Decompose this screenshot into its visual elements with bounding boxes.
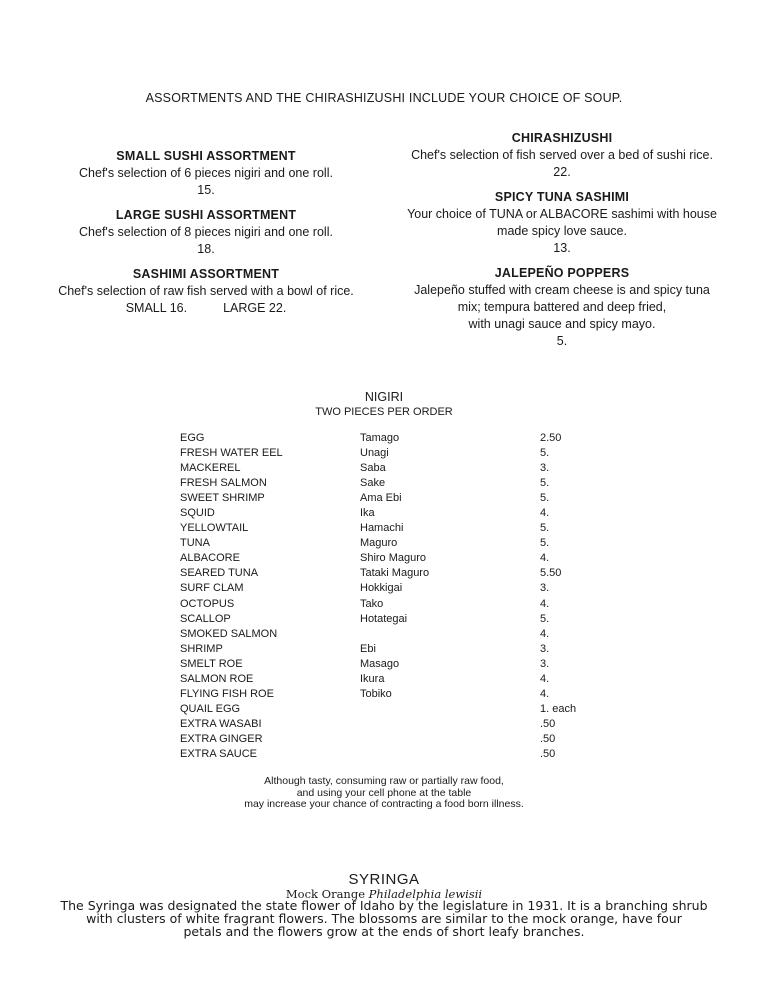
item-description: Chef's selection of 6 pieces nigiri and one roll. — [79, 166, 333, 180]
warning-line: Although tasty, consuming raw or partially raw food, — [264, 775, 504, 787]
item-description: Your choice of TUNA or ALBACORE sashimi with house — [407, 207, 717, 221]
item-title: SASHIMI ASSORTMENT — [132, 267, 280, 281]
nigiri-price: 5. — [540, 492, 550, 505]
menu-item-chirashizushi — [392, 130, 732, 181]
menu-item-small-sushi-assortment — [36, 148, 376, 199]
item-title: LARGE SUSHI ASSORTMENT — [115, 208, 297, 222]
nigiri-row — [180, 536, 620, 551]
syringa-common-name: Mock Orange — [285, 887, 369, 901]
nigiri-row — [180, 732, 620, 747]
nigiri-row — [180, 551, 620, 566]
menu-item-jalepeno-poppers — [392, 265, 732, 350]
nigiri-english-name: QUAIL EGG — [180, 702, 241, 715]
nigiri-price: 4. — [540, 507, 550, 520]
nigiri-japanese-name: Tako — [360, 597, 384, 610]
nigiri-japanese-name — [360, 717, 540, 732]
item-description: Chef's selection of raw fish served with a bowl of rice. — [58, 284, 354, 298]
item-price: 18. — [197, 242, 215, 256]
nigiri-english-name: EGG — [180, 432, 205, 444]
item-description: mix; tempura battered and deep fried, — [457, 300, 667, 314]
item-description: Jalepeño stuffed with cream cheese is and spicy tuna — [414, 283, 710, 297]
nigiri-english-name: SCALLOP — [180, 612, 231, 625]
nigiri-price: 5. — [540, 522, 550, 535]
nigiri-japanese-name: Shiro Maguro — [360, 552, 427, 565]
nigiri-price: 4. — [540, 597, 550, 610]
nigiri-row — [180, 476, 620, 491]
nigiri-japanese-name: Ebi — [360, 642, 376, 655]
menu-item-sashimi-assortment — [36, 266, 376, 317]
nigiri-japanese-name: Maguro — [360, 537, 398, 550]
item-sizes — [36, 300, 376, 317]
item-price: 5. — [556, 334, 568, 348]
nigiri-japanese-name: Masago — [360, 657, 400, 670]
nigiri-english-name: YELLOWTAIL — [180, 522, 249, 535]
item-description: made spicy love sauce. — [497, 224, 627, 238]
nigiri-table — [180, 431, 620, 762]
nigiri-price: 5. — [540, 477, 550, 490]
syringa-title: SYRINGA — [348, 871, 420, 888]
nigiri-japanese-name: Sake — [360, 477, 386, 490]
right-column — [392, 130, 732, 358]
nigiri-japanese-name: Ikura — [360, 672, 385, 685]
nigiri-price: 3. — [540, 582, 550, 595]
nigiri-price: 5. — [540, 537, 550, 550]
nigiri-japanese-name: Tamago — [360, 432, 400, 444]
health-warning — [0, 776, 768, 811]
syringa-latin-name: Philadelphia lewisii — [368, 887, 483, 901]
nigiri-row — [180, 687, 620, 702]
nigiri-row — [180, 431, 620, 446]
nigiri-english-name: SMOKED SALMON — [180, 627, 278, 640]
nigiri-english-name: FRESH WATER EEL — [180, 447, 283, 460]
price-small: SMALL 16. — [125, 301, 188, 315]
nigiri-row — [180, 672, 620, 687]
nigiri-row — [180, 627, 620, 642]
nigiri-japanese-name — [360, 747, 540, 762]
item-description: Chef's selection of 8 pieces nigiri and one roll. — [79, 225, 333, 239]
nigiri-row — [180, 521, 620, 536]
nigiri-row — [180, 446, 620, 461]
item-description: Chef's selection of fish served over a bed of sushi rice. — [411, 148, 713, 162]
item-title: CHIRASHIZUSHI — [511, 131, 613, 145]
nigiri-price: 3. — [540, 657, 550, 670]
nigiri-japanese-name — [360, 702, 540, 717]
nigiri-row — [180, 612, 620, 627]
nigiri-japanese-name: Ika — [360, 507, 375, 520]
nigiri-row — [180, 597, 620, 612]
nigiri-english-name: FLYING FISH ROE — [180, 687, 274, 700]
nigiri-price: 3. — [540, 462, 550, 475]
nigiri-japanese-name — [360, 627, 540, 642]
nigiri-row — [180, 642, 620, 657]
nigiri-row — [180, 461, 620, 476]
nigiri-price: .50 — [540, 717, 556, 730]
nigiri-heading — [0, 390, 768, 420]
nigiri-row — [180, 717, 620, 732]
warning-line: may increase your chance of contracting a food born illness. — [244, 798, 524, 810]
nigiri-price: 5. — [540, 447, 550, 460]
item-price: 13. — [553, 241, 571, 255]
nigiri-price: 5. — [540, 612, 550, 625]
nigiri-english-name: FRESH SALMON — [180, 477, 267, 490]
nigiri-english-name: SMELT ROE — [180, 657, 243, 670]
nigiri-english-name: SHRIMP — [180, 642, 223, 655]
nigiri-english-name: EXTRA GINGER — [180, 732, 263, 745]
item-title: SMALL SUSHI ASSORTMENT — [116, 149, 296, 163]
nigiri-price: 2.50 — [540, 432, 562, 444]
price-large: LARGE 22. — [223, 301, 287, 315]
nigiri-row — [180, 747, 620, 762]
item-price: 15. — [197, 183, 215, 197]
nigiri-japanese-name: Tobiko — [360, 687, 392, 700]
nigiri-japanese-name: Saba — [360, 462, 386, 475]
nigiri-japanese-name: Hamachi — [360, 522, 404, 535]
nigiri-price: 5.50 — [540, 567, 562, 580]
nigiri-row — [180, 566, 620, 581]
nigiri-japanese-name: Ama Ebi — [360, 492, 402, 505]
nigiri-subtitle: TWO PIECES PER ORDER — [315, 406, 453, 418]
nigiri-price: 4. — [540, 672, 550, 685]
nigiri-row — [180, 657, 620, 672]
nigiri-english-name: SEARED TUNA — [180, 567, 259, 580]
nigiri-price: 4. — [540, 552, 550, 565]
nigiri-price: .50 — [540, 732, 556, 745]
nigiri-japanese-name: Hokkigai — [360, 582, 403, 595]
item-title: JALEPEÑO POPPERS — [494, 266, 630, 280]
nigiri-english-name: MACKEREL — [180, 462, 241, 475]
item-price: 22. — [553, 165, 571, 179]
syringa-line: petals and the flowers grow at the ends of short leafy branches. — [183, 924, 585, 939]
nigiri-english-name: OCTOPUS — [180, 597, 235, 610]
nigiri-japanese-name: Tataki Maguro — [360, 567, 430, 580]
nigiri-price: 4. — [540, 687, 550, 700]
syringa-line: with clusters of white fragrant flowers. The blossoms are similar to the mock orange, have four — [86, 911, 682, 926]
nigiri-price: 3. — [540, 642, 550, 655]
soup-notice: ASSORTMENTS AND THE CHIRASHIZUSHI INCLUDE YOUR CHOICE OF SOUP. — [145, 91, 623, 105]
nigiri-price: 4. — [540, 627, 550, 640]
item-title: SPICY TUNA SASHIMI — [494, 190, 630, 204]
menu-item-spicy-tuna-sashimi — [392, 189, 732, 257]
nigiri-english-name: SURF CLAM — [180, 582, 244, 595]
nigiri-english-name: SWEET SHRIMP — [180, 492, 265, 505]
nigiri-english-name: EXTRA WASABI — [180, 717, 262, 730]
nigiri-japanese-name — [360, 732, 540, 747]
nigiri-row — [180, 491, 620, 506]
nigiri-row — [180, 506, 620, 521]
nigiri-japanese-name: Hotategai — [360, 612, 408, 625]
nigiri-english-name: SQUID — [180, 507, 215, 520]
syringa-description — [0, 899, 768, 938]
nigiri-english-name: SALMON ROE — [180, 672, 254, 685]
left-column — [36, 148, 376, 325]
nigiri-price: .50 — [540, 747, 556, 760]
nigiri-japanese-name: Unagi — [360, 447, 389, 460]
syringa-line: The Syringa was designated the state flower of Idaho by the legislature in 1931. It is a branching shrub — [60, 898, 708, 913]
nigiri-row — [180, 581, 620, 596]
nigiri-english-name: EXTRA SAUCE — [180, 747, 258, 760]
warning-line: and using your cell phone at the table — [296, 786, 472, 799]
menu-item-large-sushi-assortment — [36, 207, 376, 258]
nigiri-price: 1. each — [540, 702, 577, 715]
nigiri-english-name: TUNA — [180, 537, 210, 550]
nigiri-english-name: ALBACORE — [180, 552, 240, 565]
item-description: with unagi sauce and spicy mayo. — [468, 317, 656, 331]
nigiri-row — [180, 702, 620, 717]
nigiri-title: NIGIRI — [364, 390, 404, 404]
